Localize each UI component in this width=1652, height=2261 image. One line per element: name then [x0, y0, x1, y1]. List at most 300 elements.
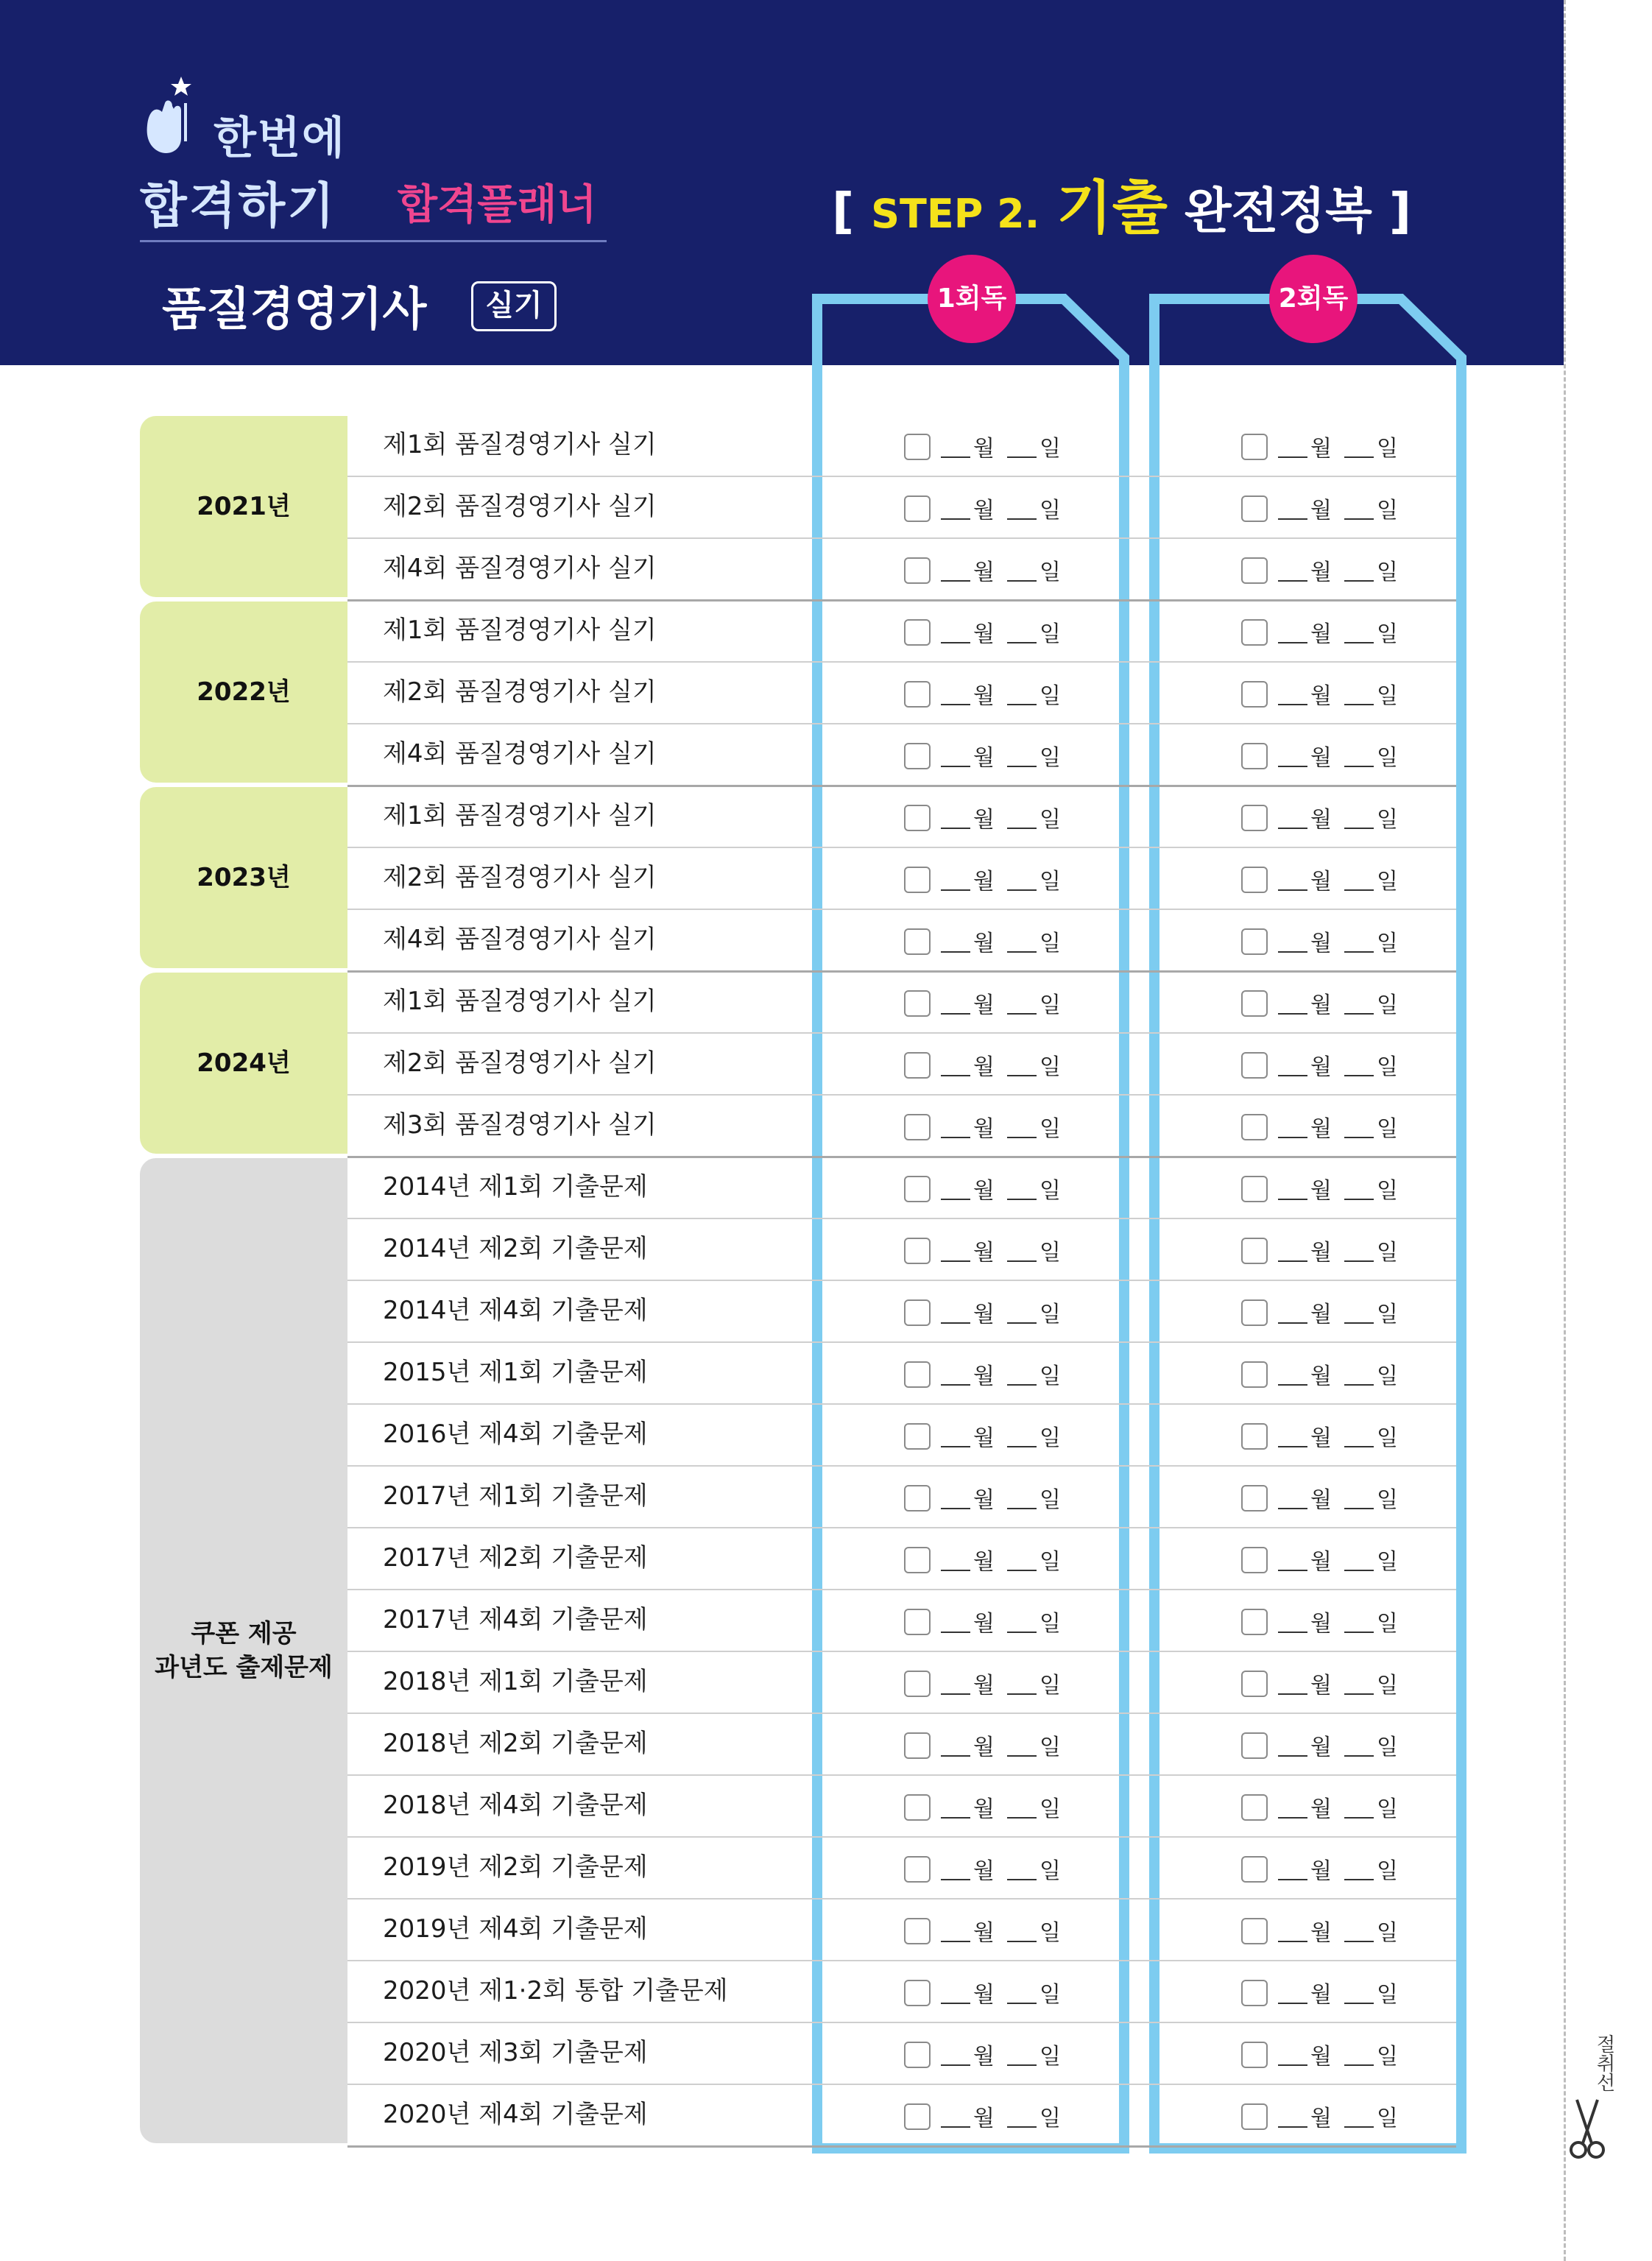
- round2-date-cell: [1241, 739, 1403, 769]
- row-title: 2014년 제4회 기출문제: [383, 1296, 648, 1325]
- day-blank[interactable]: [1344, 1632, 1374, 1633]
- day-blank[interactable]: [1007, 580, 1037, 582]
- day-blank[interactable]: [1344, 1508, 1374, 1509]
- month-blank[interactable]: [941, 518, 970, 520]
- day-label: 일: [1039, 1858, 1061, 1884]
- row-title: 2020년 제4회 기출문제: [383, 2100, 648, 2129]
- month-label: 월: [1310, 1549, 1332, 1575]
- month-blank[interactable]: [1278, 1632, 1307, 1633]
- round2-date-cell: [1241, 2038, 1403, 2070]
- day-blank[interactable]: [1344, 1941, 1374, 1942]
- checkbox-icon[interactable]: [904, 1918, 931, 1944]
- checkbox-icon[interactable]: [1241, 1609, 1268, 1635]
- row-title: 2014년 제1회 기출문제: [383, 1172, 648, 1202]
- month-label: 월: [973, 869, 995, 895]
- month-blank[interactable]: [941, 1075, 970, 1076]
- round2-date-cell: [1241, 801, 1403, 833]
- day-label: 일: [1039, 745, 1061, 771]
- checkbox-icon[interactable]: [1241, 2103, 1268, 2130]
- round1-date-cell: [904, 1791, 1066, 1820]
- checkbox-icon[interactable]: [904, 990, 931, 1017]
- month-blank[interactable]: [941, 1322, 970, 1324]
- round2-date-cell: [1241, 1543, 1403, 1573]
- scissors-icon: [1565, 2095, 1609, 2162]
- day-blank[interactable]: [1007, 1322, 1037, 1324]
- day-label: 일: [1039, 1487, 1061, 1513]
- round2-date-cell: [1241, 430, 1403, 462]
- month-label: 월: [973, 1116, 995, 1142]
- day-label: 일: [1039, 807, 1061, 833]
- month-blank[interactable]: [941, 456, 970, 458]
- day-blank[interactable]: [1007, 1941, 1037, 1942]
- day-label: 일: [1039, 1549, 1061, 1575]
- round1-date-cell: [904, 2100, 1066, 2129]
- round1-date-cell: [904, 863, 1066, 895]
- round2-date-cell: [1241, 615, 1403, 645]
- checkbox-icon[interactable]: [904, 1238, 931, 1264]
- day-label: 일: [1039, 683, 1061, 709]
- month-blank[interactable]: [1278, 456, 1307, 458]
- group-label: 2024년: [140, 973, 347, 1154]
- table-row: [347, 1527, 1456, 1590]
- day-blank[interactable]: [1344, 2126, 1374, 2128]
- month-label: 월: [1310, 560, 1332, 585]
- month-label: 월: [973, 1054, 995, 1080]
- day-blank[interactable]: [1007, 1446, 1037, 1447]
- round2-date-cell: [1241, 1605, 1403, 1637]
- month-blank[interactable]: [941, 1199, 970, 1200]
- checkbox-icon[interactable]: [1241, 1918, 1268, 1944]
- day-blank[interactable]: [1007, 1075, 1037, 1076]
- month-blank[interactable]: [1278, 828, 1307, 829]
- day-label: 일: [1377, 2106, 1398, 2131]
- month-label: 월: [973, 931, 995, 956]
- checkbox-icon[interactable]: [904, 743, 931, 769]
- checkbox-icon[interactable]: [1241, 743, 1268, 769]
- day-blank[interactable]: [1344, 766, 1374, 767]
- day-label: 일: [1377, 436, 1398, 462]
- day-blank[interactable]: [1344, 1570, 1374, 1571]
- month-blank[interactable]: [941, 1508, 970, 1509]
- checkbox-icon[interactable]: [904, 1671, 931, 1697]
- day-blank[interactable]: [1344, 1755, 1374, 1757]
- round2-date-cell: [1241, 1358, 1403, 1387]
- day-blank[interactable]: [1344, 951, 1374, 953]
- month-blank[interactable]: [941, 1384, 970, 1386]
- month-label: 월: [1310, 498, 1332, 523]
- month-blank[interactable]: [941, 2126, 970, 2128]
- day-blank[interactable]: [1007, 828, 1037, 829]
- row-title: 2018년 제4회 기출문제: [383, 1791, 648, 1820]
- month-blank[interactable]: [1278, 1570, 1307, 1571]
- day-blank[interactable]: [1007, 2126, 1037, 2128]
- day-blank[interactable]: [1344, 456, 1374, 458]
- month-blank[interactable]: [1278, 1260, 1307, 1262]
- month-blank[interactable]: [941, 1755, 970, 1757]
- round2-date-cell: [1241, 492, 1403, 521]
- month-blank[interactable]: [1278, 1693, 1307, 1695]
- day-label: 일: [1039, 1796, 1061, 1822]
- step-highlight: 기출: [1056, 175, 1168, 241]
- month-blank[interactable]: [1278, 642, 1307, 643]
- day-label: 일: [1039, 621, 1061, 647]
- checkbox-icon[interactable]: [904, 1609, 931, 1635]
- round1-date-cell: [904, 677, 1066, 707]
- day-label: 일: [1377, 683, 1398, 709]
- checkbox-icon[interactable]: [1241, 1238, 1268, 1264]
- day-label: 일: [1039, 931, 1061, 956]
- day-label: 일: [1377, 2044, 1398, 2070]
- table-row: [347, 847, 1456, 910]
- checkbox-icon[interactable]: [1241, 928, 1268, 955]
- day-blank[interactable]: [1007, 2064, 1037, 2066]
- row-title: 2019년 제2회 기출문제: [383, 1852, 648, 1882]
- checkbox-icon[interactable]: [904, 867, 931, 893]
- month-label: 월: [973, 1178, 995, 1204]
- group-label: 쿠폰 제공 과년도 출제문제: [140, 1158, 347, 2143]
- month-blank[interactable]: [941, 766, 970, 767]
- checkbox-icon[interactable]: [904, 557, 931, 584]
- round1-date-cell: [904, 430, 1066, 462]
- month-blank[interactable]: [1278, 1879, 1307, 1880]
- round1-date-cell: [904, 1172, 1066, 1202]
- checkbox-icon[interactable]: [904, 1423, 931, 1450]
- checkbox-icon[interactable]: [904, 1732, 931, 1759]
- round1-date-cell: [904, 1296, 1066, 1325]
- day-blank[interactable]: [1344, 1075, 1374, 1076]
- round2-date-cell: [1241, 2100, 1403, 2129]
- day-blank[interactable]: [1007, 1137, 1037, 1138]
- day-blank[interactable]: [1344, 1879, 1374, 1880]
- checkbox-icon[interactable]: [1241, 1547, 1268, 1573]
- table-row: [347, 476, 1456, 539]
- round1-date-cell: [904, 492, 1066, 521]
- month-blank[interactable]: [1278, 889, 1307, 891]
- row-title: 2014년 제2회 기출문제: [383, 1234, 648, 1263]
- day-label: 일: [1039, 1982, 1061, 2008]
- day-label: 일: [1377, 1549, 1398, 1575]
- checkbox-icon[interactable]: [904, 2103, 931, 2130]
- day-blank[interactable]: [1344, 828, 1374, 829]
- month-label: 월: [973, 1487, 995, 1513]
- step-bracket-close: ]: [1388, 183, 1412, 239]
- checkbox-icon[interactable]: [1241, 990, 1268, 1017]
- round1-date-cell: [904, 1419, 1066, 1449]
- checkbox-icon[interactable]: [1241, 1485, 1268, 1512]
- row-title: 제2회 품질경영기사 실기: [383, 863, 657, 892]
- month-blank[interactable]: [1278, 1075, 1307, 1076]
- day-blank[interactable]: [1344, 580, 1374, 582]
- month-blank[interactable]: [941, 1260, 970, 1262]
- row-title: 제2회 품질경영기사 실기: [383, 492, 657, 521]
- day-blank[interactable]: [1344, 1446, 1374, 1447]
- day-blank[interactable]: [1344, 642, 1374, 643]
- day-blank[interactable]: [1007, 889, 1037, 891]
- day-label: 일: [1377, 1982, 1398, 2008]
- day-blank[interactable]: [1007, 1260, 1037, 1262]
- checkbox-icon[interactable]: [904, 1361, 931, 1388]
- day-label: 일: [1377, 1116, 1398, 1142]
- month-label: 월: [973, 1240, 995, 1266]
- month-blank[interactable]: [1278, 1446, 1307, 1447]
- month-blank[interactable]: [941, 642, 970, 643]
- month-blank[interactable]: [941, 580, 970, 582]
- day-label: 일: [1039, 869, 1061, 895]
- month-blank[interactable]: [1278, 580, 1307, 582]
- day-blank[interactable]: [1344, 1693, 1374, 1695]
- month-label: 월: [1310, 2106, 1332, 2131]
- month-blank[interactable]: [1278, 1013, 1307, 1015]
- day-blank[interactable]: [1007, 1693, 1037, 1695]
- step-label: STEP 2.: [871, 191, 1040, 237]
- round1-badge: 1회독: [928, 255, 1016, 343]
- day-blank[interactable]: [1007, 518, 1037, 520]
- month-label: 월: [973, 1302, 995, 1327]
- logo-text-line1: 한번에: [213, 113, 346, 164]
- day-label: 일: [1377, 992, 1398, 1018]
- table-row: [347, 1341, 1456, 1405]
- day-blank[interactable]: [1344, 1013, 1374, 1015]
- row-title: 2017년 제2회 기출문제: [383, 1543, 648, 1573]
- day-blank[interactable]: [1007, 1632, 1037, 1633]
- checkbox-icon[interactable]: [904, 1547, 931, 1573]
- month-label: 월: [1310, 992, 1332, 1018]
- month-label: 월: [973, 683, 995, 709]
- checkbox-icon[interactable]: [1241, 434, 1268, 460]
- month-blank[interactable]: [941, 1013, 970, 1015]
- month-blank[interactable]: [1278, 2126, 1307, 2128]
- checkbox-icon[interactable]: [1241, 557, 1268, 584]
- month-label: 월: [973, 1549, 995, 1575]
- checkbox-icon[interactable]: [904, 2042, 931, 2068]
- day-blank[interactable]: [1344, 1817, 1374, 1819]
- month-blank[interactable]: [941, 1137, 970, 1138]
- checkbox-icon[interactable]: [904, 805, 931, 831]
- checkbox-icon[interactable]: [1241, 1052, 1268, 1079]
- checkbox-icon[interactable]: [904, 1114, 931, 1140]
- table-row: [347, 537, 1456, 602]
- month-blank[interactable]: [1278, 1199, 1307, 1200]
- logo-text-line2: 합격하기: [140, 177, 337, 234]
- day-blank[interactable]: [1007, 1199, 1037, 1200]
- day-label: 일: [1377, 1920, 1398, 1946]
- day-blank[interactable]: [1007, 2003, 1037, 2004]
- checkbox-icon[interactable]: [1241, 1361, 1268, 1388]
- checkbox-icon[interactable]: [904, 1176, 931, 1202]
- table-row: [347, 1774, 1456, 1838]
- checkbox-icon[interactable]: [1241, 1423, 1268, 1450]
- month-label: 월: [1310, 1487, 1332, 1513]
- day-label: 일: [1377, 560, 1398, 585]
- step-title: [832, 162, 1412, 241]
- month-blank[interactable]: [1278, 2003, 1307, 2004]
- month-blank[interactable]: [1278, 766, 1307, 767]
- row-title: 2020년 제1·2회 통합 기출문제: [383, 1976, 728, 2006]
- month-label: 월: [1310, 1364, 1332, 1389]
- table-row: [347, 1589, 1456, 1652]
- checkbox-icon[interactable]: [904, 619, 931, 646]
- table-row: [347, 909, 1456, 973]
- day-label: 일: [1377, 1178, 1398, 1204]
- month-blank[interactable]: [941, 1632, 970, 1633]
- cut-line: [1564, 0, 1566, 2261]
- round1-date-cell: [904, 1729, 1066, 1758]
- row-title: 2017년 제4회 기출문제: [383, 1605, 648, 1634]
- month-blank[interactable]: [1278, 1508, 1307, 1509]
- month-blank[interactable]: [1278, 1322, 1307, 1324]
- month-blank[interactable]: [941, 951, 970, 953]
- day-blank[interactable]: [1344, 1199, 1374, 1200]
- checkbox-icon[interactable]: [904, 1794, 931, 1821]
- day-blank[interactable]: [1007, 456, 1037, 458]
- day-blank[interactable]: [1344, 2064, 1374, 2066]
- checkbox-icon[interactable]: [1241, 1980, 1268, 2006]
- month-label: 월: [973, 1796, 995, 1822]
- month-blank[interactable]: [1278, 951, 1307, 953]
- round2-date-cell: [1241, 925, 1403, 954]
- month-blank[interactable]: [941, 1570, 970, 1571]
- month-blank[interactable]: [1278, 2064, 1307, 2066]
- month-label: 월: [1310, 1796, 1332, 1822]
- month-blank[interactable]: [1278, 518, 1307, 520]
- month-blank[interactable]: [941, 889, 970, 891]
- checkbox-icon[interactable]: [904, 1856, 931, 1883]
- row-title: 제1회 품질경영기사 실기: [383, 987, 657, 1016]
- month-blank[interactable]: [941, 1693, 970, 1695]
- day-label: 일: [1377, 745, 1398, 771]
- day-label: 일: [1039, 436, 1061, 462]
- checkbox-icon[interactable]: [1241, 1176, 1268, 1202]
- day-blank[interactable]: [1007, 951, 1037, 953]
- round2-date-cell: [1241, 1296, 1403, 1325]
- day-blank[interactable]: [1344, 1260, 1374, 1262]
- day-label: 일: [1377, 1611, 1398, 1637]
- month-blank[interactable]: [941, 1817, 970, 1819]
- checkbox-icon[interactable]: [904, 928, 931, 955]
- checkbox-icon[interactable]: [1241, 805, 1268, 831]
- month-blank[interactable]: [941, 828, 970, 829]
- checkbox-icon[interactable]: [904, 1299, 931, 1326]
- round2-date-cell: [1241, 1791, 1403, 1820]
- checkbox-icon[interactable]: [1241, 1671, 1268, 1697]
- subject-title: 품질경영기사: [162, 282, 427, 336]
- table-row: [347, 661, 1456, 724]
- checkbox-icon[interactable]: [904, 681, 931, 708]
- month-blank[interactable]: [1278, 1941, 1307, 1942]
- day-blank[interactable]: [1007, 1508, 1037, 1509]
- day-blank[interactable]: [1344, 1322, 1374, 1324]
- month-blank[interactable]: [1278, 704, 1307, 705]
- month-label: 월: [973, 498, 995, 523]
- day-blank[interactable]: [1007, 1817, 1037, 1819]
- month-label: 월: [973, 436, 995, 462]
- round1-date-cell: [904, 1110, 1066, 1140]
- day-blank[interactable]: [1007, 704, 1037, 705]
- checkbox-icon[interactable]: [1241, 1794, 1268, 1821]
- checkbox-icon[interactable]: [1241, 1732, 1268, 1759]
- checkbox-icon[interactable]: [1241, 867, 1268, 893]
- month-blank[interactable]: [1278, 1384, 1307, 1386]
- checkbox-icon[interactable]: [1241, 619, 1268, 646]
- logo-planner-text: 합격플래너: [398, 181, 597, 229]
- day-blank[interactable]: [1344, 2003, 1374, 2004]
- checkbox-icon[interactable]: [1241, 1114, 1268, 1140]
- day-label: 일: [1377, 1487, 1398, 1513]
- day-blank[interactable]: [1344, 704, 1374, 705]
- day-blank[interactable]: [1007, 1013, 1037, 1015]
- checkbox-icon[interactable]: [1241, 681, 1268, 708]
- day-blank[interactable]: [1344, 1137, 1374, 1138]
- day-label: 일: [1039, 1611, 1061, 1637]
- day-blank[interactable]: [1344, 1384, 1374, 1386]
- month-label: 월: [1310, 2044, 1332, 2070]
- group-label: 2021년: [140, 416, 347, 597]
- checkbox-icon[interactable]: [1241, 1299, 1268, 1326]
- group-label: 2023년: [140, 787, 347, 968]
- month-blank[interactable]: [1278, 1137, 1307, 1138]
- round2-date-cell: [1241, 1976, 1403, 2006]
- day-label: 일: [1039, 498, 1061, 523]
- day-blank[interactable]: [1344, 518, 1374, 520]
- day-blank[interactable]: [1007, 766, 1037, 767]
- checkbox-icon[interactable]: [904, 495, 931, 522]
- month-blank[interactable]: [1278, 1817, 1307, 1819]
- step-bracket-open: [: [832, 183, 855, 239]
- checkbox-icon[interactable]: [904, 1052, 931, 1079]
- month-blank[interactable]: [941, 1879, 970, 1880]
- round1-date-cell: [904, 801, 1066, 833]
- day-blank[interactable]: [1007, 1755, 1037, 1757]
- day-label: 일: [1039, 1364, 1061, 1389]
- day-blank[interactable]: [1007, 642, 1037, 643]
- table-row: [347, 1094, 1456, 1158]
- day-blank[interactable]: [1007, 1879, 1037, 1880]
- round2-date-cell: [1241, 1419, 1403, 1449]
- day-label: 일: [1377, 1364, 1398, 1389]
- row-title: 제1회 품질경영기사 실기: [383, 801, 657, 830]
- month-blank[interactable]: [941, 2003, 970, 2004]
- month-blank[interactable]: [1278, 1755, 1307, 1757]
- day-label: 일: [1377, 1302, 1398, 1327]
- checkbox-icon[interactable]: [1241, 1856, 1268, 1883]
- row-title: 제3회 품질경영기사 실기: [383, 1110, 657, 1140]
- table-row: [347, 1403, 1456, 1467]
- checkbox-icon[interactable]: [904, 434, 931, 460]
- round2-date-cell: [1241, 1234, 1403, 1266]
- month-blank[interactable]: [941, 704, 970, 705]
- day-label: 일: [1039, 1302, 1061, 1327]
- row-title: 제4회 품질경영기사 실기: [383, 554, 657, 583]
- checkbox-icon[interactable]: [1241, 495, 1268, 522]
- day-label: 일: [1039, 2106, 1061, 2131]
- day-blank[interactable]: [1344, 889, 1374, 891]
- checkbox-icon[interactable]: [904, 1980, 931, 2006]
- table-row: [347, 723, 1456, 787]
- round1-date-cell: [904, 554, 1066, 583]
- table-row: [347, 1156, 1456, 1219]
- month-blank[interactable]: [941, 1941, 970, 1942]
- checkbox-icon[interactable]: [904, 1485, 931, 1512]
- day-label: 일: [1377, 1796, 1398, 1822]
- month-blank[interactable]: [941, 2064, 970, 2066]
- day-blank[interactable]: [1007, 1384, 1037, 1386]
- month-label: 월: [1310, 436, 1332, 462]
- round1-date-cell: [904, 1048, 1066, 1078]
- day-blank[interactable]: [1007, 1570, 1037, 1571]
- round2-date-cell: [1241, 1110, 1403, 1140]
- checkbox-icon[interactable]: [1241, 2042, 1268, 2068]
- month-blank[interactable]: [941, 1446, 970, 1447]
